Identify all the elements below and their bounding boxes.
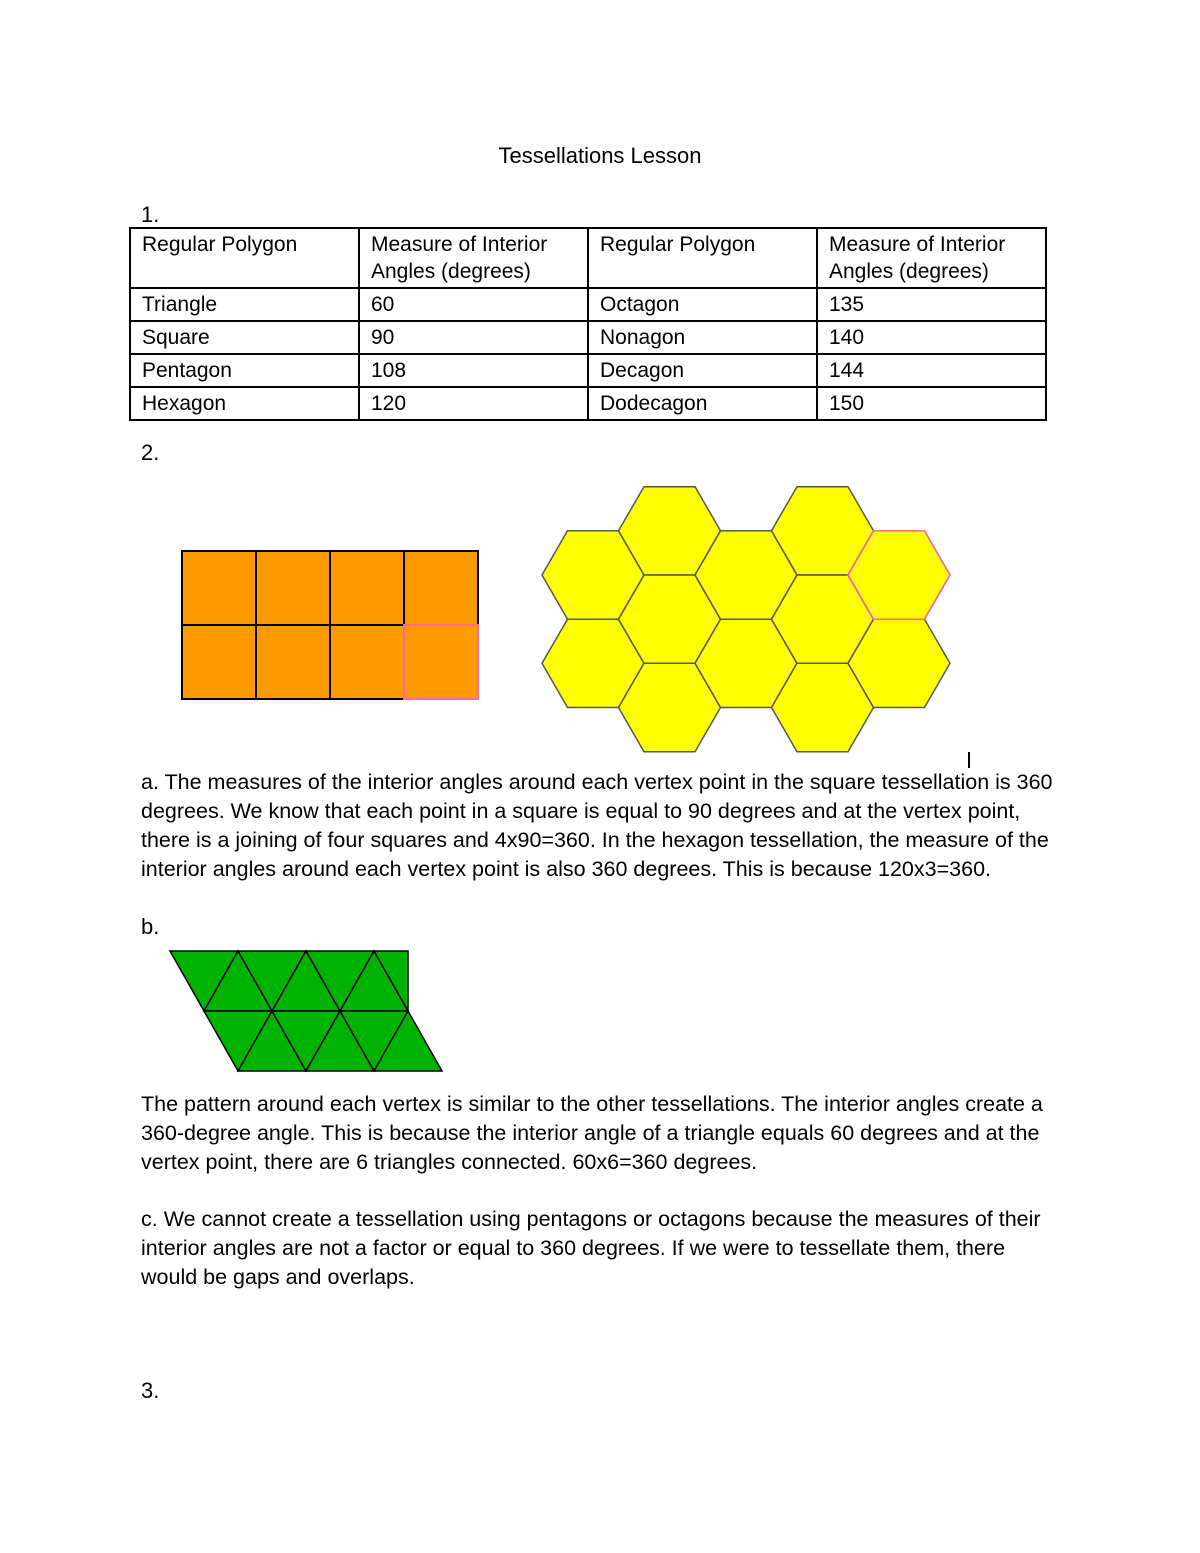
table-cell: Square	[130, 321, 359, 354]
part-a-paragraph	[141, 768, 1061, 884]
table-row	[130, 387, 1046, 420]
triangle-tessellation-figure	[168, 950, 408, 1072]
table-header-cell: Regular Polygon	[588, 228, 817, 288]
section-1-label: 1.	[141, 202, 160, 227]
part-b-text: The pattern around each vertex is similar to the other tessellations. The interior angles create a 360-degree angle. This is because the interior angle of a triangle equals 60 degrees and at the vertex point, there are 6 triangles connected. 60x6=360 degrees.	[141, 1092, 1043, 1174]
table-cell: 144	[817, 354, 1046, 387]
table-cell: Nonagon	[588, 321, 817, 354]
table-cell: 120	[359, 387, 588, 420]
square-tile	[182, 625, 256, 699]
table-row	[130, 354, 1046, 387]
section-2-label: 2.	[141, 440, 160, 465]
table-row	[130, 321, 1046, 354]
table-header-cell: Measure of Interior Angles (degrees)	[817, 228, 1046, 288]
table-cell: 60	[359, 288, 588, 321]
part-b-paragraph	[141, 1090, 1061, 1177]
table-cell: 108	[359, 354, 588, 387]
table-cell: Octagon	[588, 288, 817, 321]
interior-angles-table	[129, 227, 1047, 421]
square-tile	[256, 551, 330, 625]
page-title: Tessellations Lesson	[498, 143, 702, 168]
section-3-label: 3.	[141, 1378, 160, 1403]
part-a-text: a. The measures of the interior angles around each vertex point in the square tessellation is 360 degrees. We know that each point in a square is equal to 90 degrees and at the vertex point, there is a joining of four squares and 4x90=360. In the hexagon tessellation, the measure of the interior angles around each vertex point is also 360 degrees. This is because 120x3=360.	[141, 770, 1053, 881]
hexagon-tessellation-figure	[540, 484, 954, 756]
part-c-text: c. We cannot create a tessellation using pentagons or octagons because the measures of their interior angles are not a factor or equal to 360 degrees. If we were to tessellate them, there would be gaps and overlaps.	[141, 1207, 1041, 1289]
square-tile	[404, 625, 478, 699]
table-cell: Dodecagon	[588, 387, 817, 420]
table-header-cell: Regular Polygon	[130, 228, 359, 288]
table-row	[130, 288, 1046, 321]
table-header-row	[130, 228, 1046, 288]
square-tile	[404, 551, 478, 625]
table-cell: 140	[817, 321, 1046, 354]
table-header-cell: Measure of Interior Angles (degrees)	[359, 228, 588, 288]
square-tile	[256, 625, 330, 699]
table-cell: 150	[817, 387, 1046, 420]
table-cell: 90	[359, 321, 588, 354]
square-tile	[330, 625, 404, 699]
part-c-paragraph	[141, 1205, 1061, 1292]
part-b-label: b.	[141, 914, 160, 939]
table-cell: Hexagon	[130, 387, 359, 420]
table-cell: 135	[817, 288, 1046, 321]
text-cursor-mark	[968, 752, 970, 768]
table-cell: Triangle	[130, 288, 359, 321]
square-tessellation-figure	[181, 550, 481, 702]
table-cell: Pentagon	[130, 354, 359, 387]
square-tile	[330, 551, 404, 625]
square-tile	[182, 551, 256, 625]
table-cell: Decagon	[588, 354, 817, 387]
